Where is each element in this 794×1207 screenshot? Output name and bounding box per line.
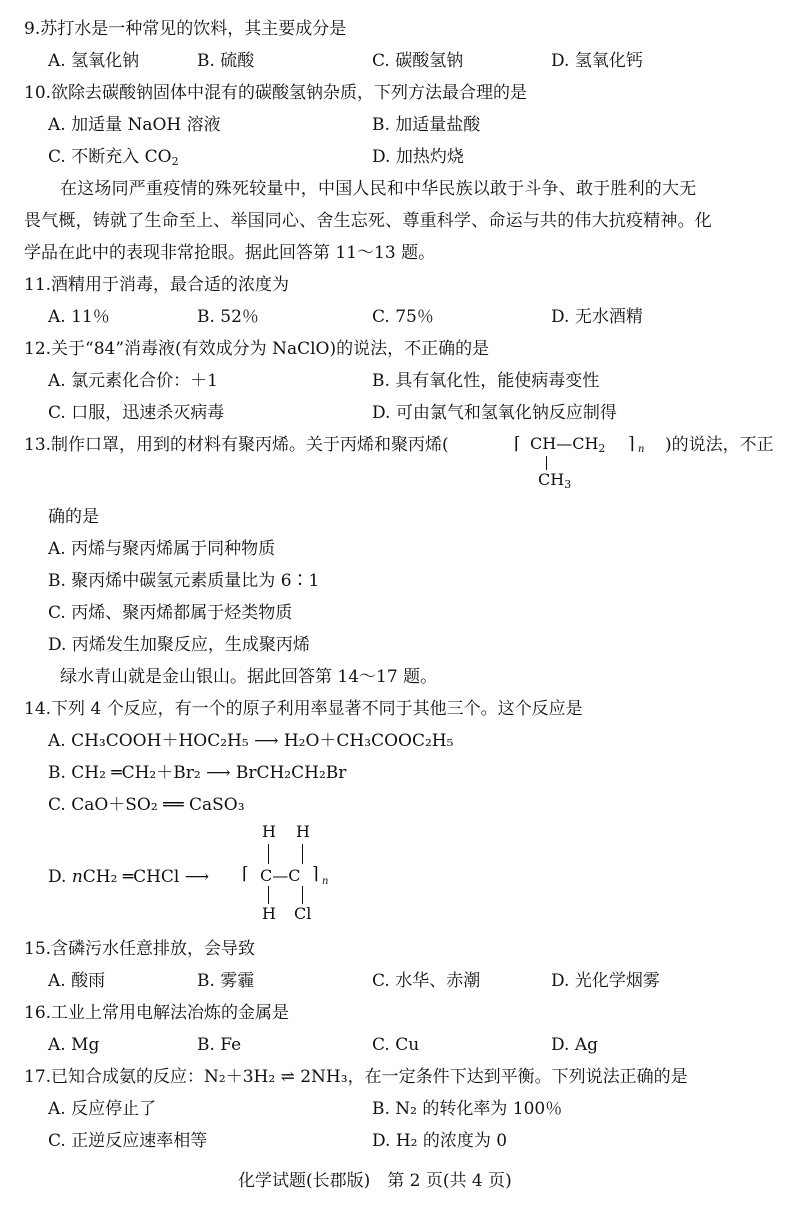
q10-option-c-sub: 2 [171,155,179,168]
q12-option-c: C. 口服，迅速杀灭病毒 [48,403,225,423]
q14-polyvinylchloride-structure [240,822,350,922]
q10-stem: 10.欲除去碳酸钠固体中混有的碳酸氢钠杂质，下列方法最合理的是 [24,83,528,103]
q9-option-b: B. 硫酸 [197,51,255,71]
q11-option-b: B. 52％ [197,307,259,327]
q9-option-d: D. 氢氧化钙 [551,51,643,71]
q13-option-b: B. 聚丙烯中碳氢元素质量比为 6∶1 [48,571,320,591]
q13-polypropylene-structure [508,432,668,496]
q14-option-d-label: D. [48,867,72,887]
q16-stem: 16.工业上常用电解法冶炼的金属是 [24,1003,290,1023]
q14-poly-chain: C—C [260,866,301,885]
q16-option-b: B. Fe [197,1035,242,1055]
q16-option-a: A. Mg [48,1035,100,1055]
passage2-line1: 绿水青山就是金山银山。据此回答第 14～17 题。 [60,667,438,687]
q14-poly-h1: H [262,822,276,841]
q11-option-a: A. 11％ [48,307,110,327]
q17-option-d: D. H₂ 的浓度为 0 [372,1131,508,1151]
passage1-line3: 学品在此中的表现非常抢眼。据此回答第 11～13 题。 [24,243,436,263]
q13-option-c: C. 丙烯、聚丙烯都属于烃类物质 [48,603,293,623]
q17-option-c: C. 正逆反应速率相等 [48,1131,208,1151]
q14-poly-h3: H [262,904,276,923]
page-footer: 化学试题(长郡版) 第 2 页(共 4 页) [238,1171,512,1191]
q14-poly-bond-top1 [268,844,269,864]
q9-stem: 9.苏打水是一种常见的饮料，其主要成分是 [24,19,347,39]
q13-poly-main-sub: 2 [598,442,606,455]
q15-option-d: D. 光化学烟雾 [551,971,660,991]
q14-poly-close-bracket: ⌉ [312,864,319,884]
q14-option-a: A. CH₃COOH＋HOC₂H₅ ⟶ H₂O＋CH₃COOC₂H₅ [48,731,454,751]
q10-option-c-text: C. 不断充入 CO [48,147,172,167]
q11-option-d: D. 无水酒精 [551,307,643,327]
q12-option-a: A. 氯元素化合价：＋1 [48,371,218,391]
q13-stem-post: )的说法，不正 [665,435,774,455]
q14-option-b: B. CH₂ ═CH₂＋Br₂ ⟶ BrCH₂CH₂Br [48,763,347,783]
q14-stem: 14.下列 4 个反应，有一个的原子利用率显著不同于其他三个。这个反应是 [24,699,583,719]
q12-option-b: B. 具有氧化性，能使病毒变性 [372,371,600,391]
q14-poly-bond-bottom2 [302,886,303,904]
q15-stem: 15.含磷污水任意排放，会导致 [24,939,256,959]
q13-poly-branch-sub: 3 [564,478,572,491]
q14-poly-open-bracket: ⌈ [242,864,249,884]
q10-option-a: A. 加适量 NaOH 溶液 [48,115,221,135]
q17-option-a: A. 反应停止了 [48,1099,157,1119]
q15-option-a: A. 酸雨 [48,971,106,991]
q9-option-c: C. 碳酸氢钠 [372,51,464,71]
q14-poly-n: n [322,876,329,887]
passage1-line1: 在这场同严重疫情的殊死较量中，中国人民和中华民族以敢于斗争、敢于胜利的大无 [60,179,697,199]
q14-poly-bond-bottom1 [268,886,269,904]
q14-option-d-n: n [71,867,83,887]
q17-stem: 17.已知合成氨的反应：N₂＋3H₂ ⇌ 2NH₃，在一定条件下达到平衡。下列说法正确的是 [24,1067,688,1087]
q13-poly-close-bracket: ⌉ [628,434,635,454]
q13-poly-branch [538,470,571,489]
q13-poly-bond-line [546,456,547,470]
q13-poly-main-text: CH—CH [530,434,599,453]
q14-option-c: C. CaO＋SO₂ ══ CaSO₃ [48,795,245,815]
q11-stem: 11.酒精用于消毒，最合适的浓度为 [24,275,290,295]
q14-option-d [48,866,209,888]
q14-poly-bond-top2 [302,844,303,864]
q13-poly-open-bracket: ⌈ [514,434,521,454]
passage1-line2: 畏气概，铸就了生命至上、举国同心、舍生忘死、尊重科学、命运与共的伟大抗疫精神。化 [24,211,712,231]
q17-option-b: B. N₂ 的转化率为 100％ [372,1099,563,1119]
q10-option-b: B. 加适量盐酸 [372,115,481,135]
q13-poly-branch-text: CH [538,470,565,489]
q13-poly-main-chain [530,434,605,453]
q14-poly-cl: Cl [294,904,312,923]
q12-stem: 12.关于“84”消毒液(有效成分为 NaClO)的说法，不正确的是 [24,339,490,359]
q13-stem-cont: 确的是 [48,507,99,527]
q14-poly-h2: H [296,822,310,841]
q16-option-c: C. Cu [372,1035,420,1055]
q13-stem-pre: 13.制作口罩，用到的材料有聚丙烯。关于丙烯和聚丙烯( [24,435,449,455]
q10-option-d: D. 加热灼烧 [372,147,464,167]
q11-option-c: C. 75％ [372,307,434,327]
q13-option-d: D. 丙烯发生加聚反应，生成聚丙烯 [48,635,310,655]
q13-poly-n: n [638,444,645,455]
q10-option-c [48,146,179,168]
q14-option-d-formula: CH₂ ═CHCl ⟶ [82,867,210,887]
q13-option-a: A. 丙烯与聚丙烯属于同种物质 [48,539,276,559]
q15-option-b: B. 雾霾 [197,971,255,991]
q16-option-d: D. Ag [551,1035,598,1055]
q12-option-d: D. 可由氯气和氢氧化钠反应制得 [372,403,617,423]
q15-option-c: C. 水华、赤潮 [372,971,481,991]
q9-option-a: A. 氢氧化钠 [48,51,140,71]
